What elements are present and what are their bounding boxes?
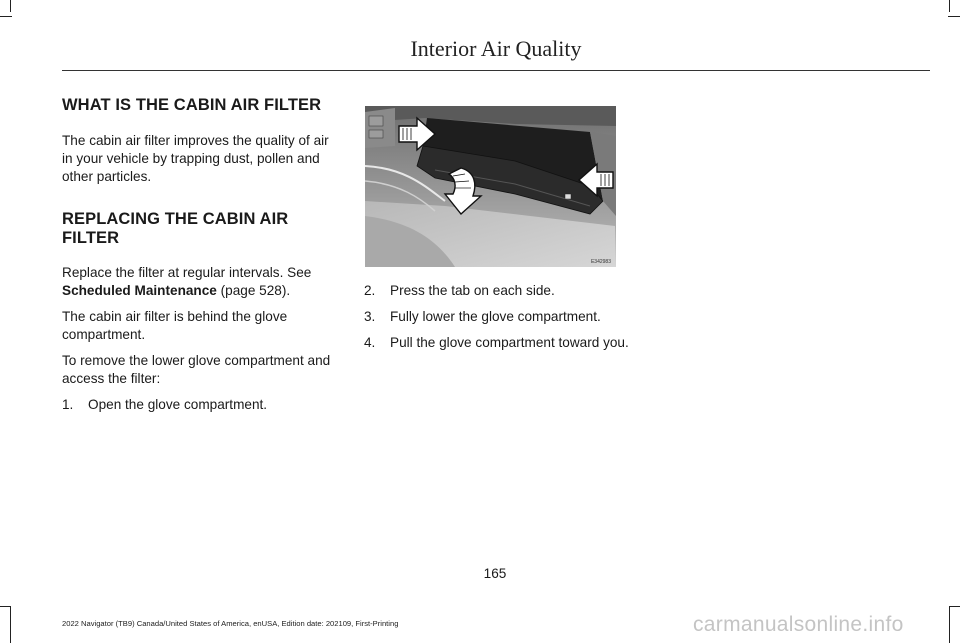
step-2 — [364, 282, 664, 300]
step-text: Press the tab on each side. — [390, 283, 555, 298]
crop-mark — [948, 16, 960, 17]
step-number: 4. — [364, 335, 376, 350]
crop-mark — [949, 0, 950, 12]
step-number: 3. — [364, 309, 376, 324]
section-body-what-is: The cabin air filter improves the quality of air in your vehicle by trapping dust, pollen and other particles. — [62, 133, 329, 184]
header-divider — [62, 70, 930, 71]
watermark: carmanualsonline.info — [693, 613, 904, 636]
crop-mark — [10, 606, 11, 643]
page-number: 165 — [483, 566, 507, 581]
left-column — [62, 96, 340, 414]
crop-mark — [0, 606, 11, 607]
footer-edition-info: 2022 Navigator (TB9) Canada/United States of America, enUSA, Edition date: 202109, First-Printing — [62, 619, 399, 628]
step-4 — [364, 334, 664, 352]
step-text: Open the glove compartment. — [88, 397, 268, 412]
step-number: 1. — [62, 397, 74, 412]
step-text: Pull the glove compartment toward you. — [390, 335, 629, 350]
page-title: Interior Air Quality — [410, 36, 582, 61]
step-1 — [62, 396, 340, 414]
crop-mark — [10, 0, 11, 12]
step-3 — [364, 308, 664, 326]
step-number: 2. — [364, 283, 376, 298]
section-heading-what-is: WHAT IS THE CABIN AIR FILTER — [62, 96, 322, 114]
section-heading-replacing: REPLACING THE CABIN AIR FILTER — [62, 210, 289, 247]
crop-mark — [0, 16, 12, 17]
page-reference: (page 528). — [216, 283, 291, 298]
replace-interval-paragraph — [62, 264, 340, 300]
crop-mark — [949, 606, 960, 607]
crop-mark — [949, 606, 950, 643]
right-column — [364, 282, 664, 352]
replace-interval-text: Replace the filter at regular intervals. See — [62, 265, 312, 280]
figure-label: E342983 — [590, 259, 611, 265]
glove-compartment-illustration — [365, 106, 616, 267]
step-text: Fully lower the glove compartment. — [390, 309, 601, 324]
filter-location-paragraph: The cabin air filter is behind the glove compartment. — [62, 309, 288, 342]
scheduled-maintenance-link[interactable]: Scheduled Maintenance — [62, 283, 217, 298]
remove-instructions-paragraph: To remove the lower glove compartment and access the filter: — [62, 353, 331, 386]
